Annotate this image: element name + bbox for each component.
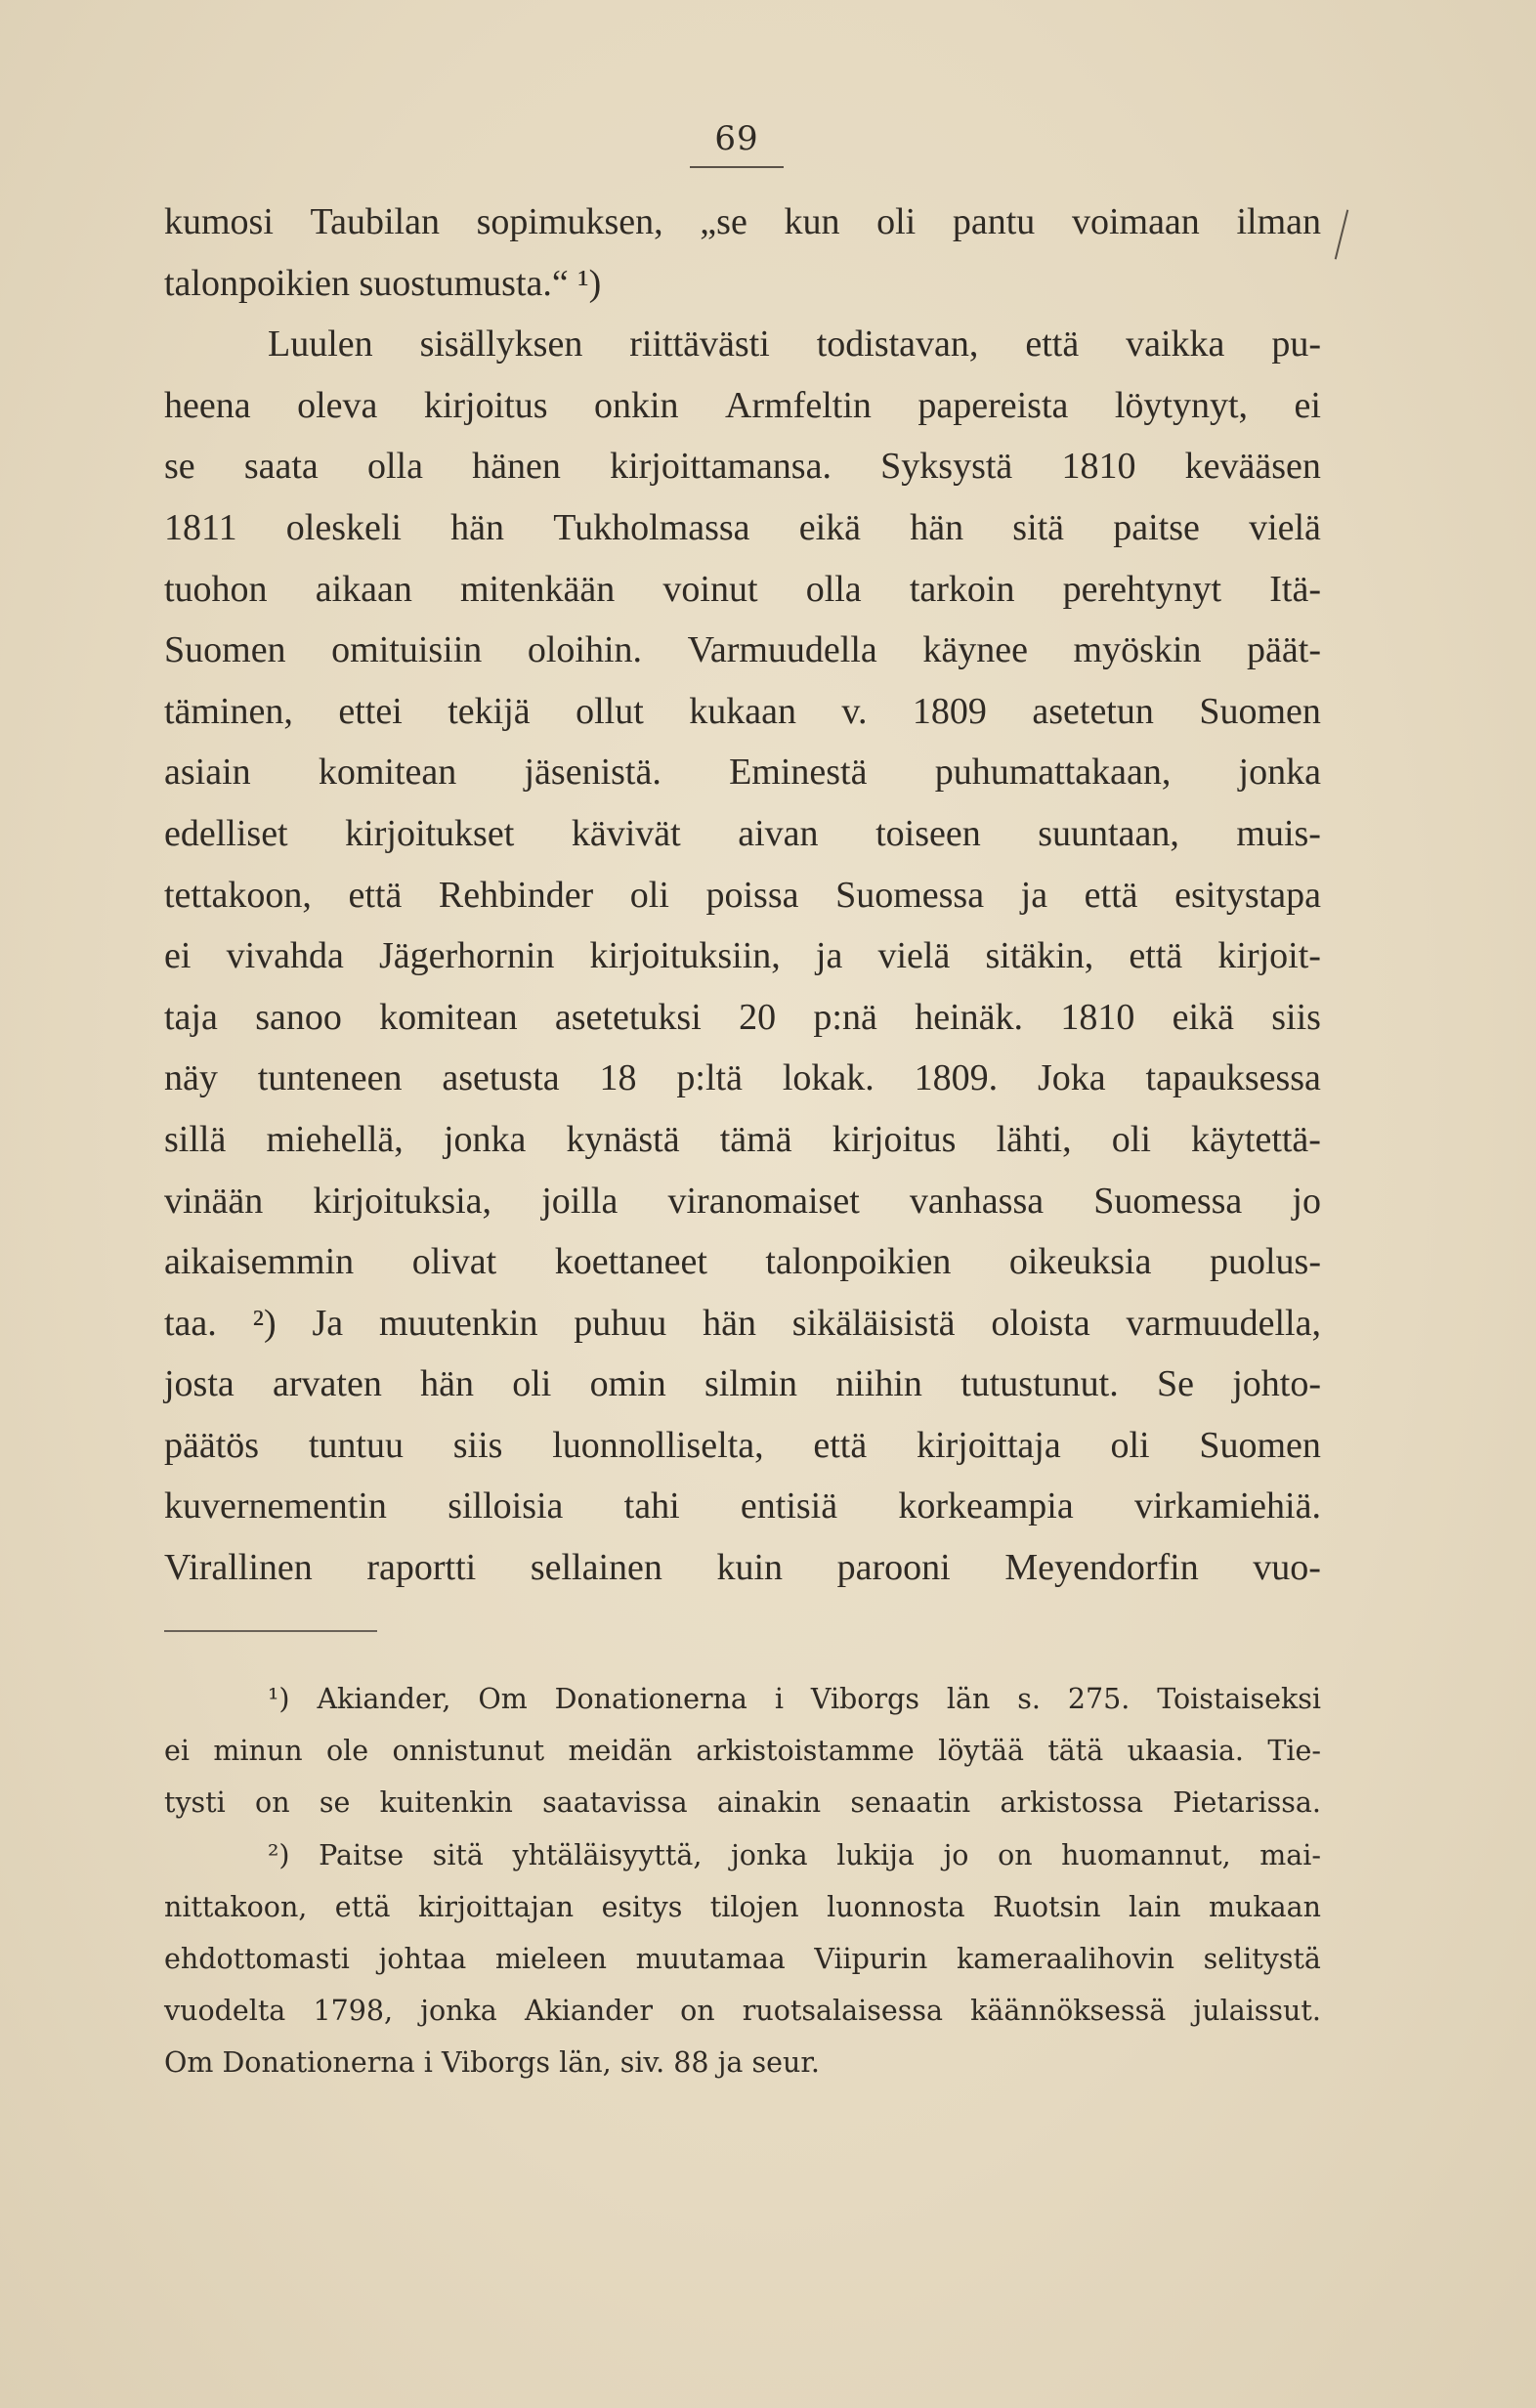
footnote-line: nittakoon, että kirjoittajan esitys tilojen luonnosta Ruotsin lain mukaan	[164, 1890, 1321, 1923]
text-line: taa. ²) Ja muutenkin puhuu hän sikäläisistä oloista varmuudella,	[164, 1302, 1321, 1344]
footnote-line: tysti on se kuitenkin saatavissa ainakin senaatin arkistossa Pietarissa.	[164, 1786, 1321, 1820]
text-line: se saata olla hänen kirjoittamansa. Syksystä 1810 kevääsen	[164, 446, 1321, 488]
page-number: 69	[690, 119, 784, 168]
footnote-line: Om Donationerna i Viborgs län, siv. 88 ja seur.	[164, 2046, 820, 2080]
text-line: kuvernementin silloisia tahi entisiä korkeampia virkamiehiä.	[164, 1485, 1321, 1527]
text-line: kumosi Taubilan sopimuksen, „se kun oli pantu voimaan ilman	[164, 201, 1321, 242]
footnote-line: vuodelta 1798, jonka Akiander on ruotsalaisessa käännöksessä julaissut.	[164, 1995, 1321, 2028]
text-line: talonpoikien suostumusta.“ ¹)	[164, 262, 602, 304]
text-line: 1811 oleskeli hän Tukholmassa eikä hän sitä paitse vielä	[164, 506, 1321, 548]
footnotes	[164, 1673, 1321, 2089]
footnote-line: ¹) Akiander, Om Donationerna i Viborgs län s. 275. Toistaiseksi	[268, 1683, 1321, 1715]
body-text	[164, 192, 1321, 1599]
text-line: Virallinen raportti sellainen kuin parooni Meyendorfin vuo-	[164, 1547, 1321, 1589]
text-line: Luulen sisällyksen riittävästi todistavan, että vaikka pu-	[268, 323, 1321, 366]
text-line: vinään kirjoituksia, joilla viranomaiset vanhassa Suomessa jo	[164, 1180, 1321, 1222]
footnote-line: ehdottomasti johtaa mieleen muutamaa Viipurin kameraalihovin selitystä	[164, 1942, 1321, 1975]
text-line: tettakoon, että Rehbinder oli poissa Suomessa ja että esitystapa	[164, 874, 1321, 916]
text-line: päätös tuntuu siis luonnolliselta, että kirjoittaja oli Suomen	[164, 1424, 1321, 1466]
text-line: heena oleva kirjoitus onkin Armfeltin papereista löytynyt, ei	[164, 384, 1321, 426]
text-line: josta arvaten hän oli omin silmin niihin tutustunut. Se johto-	[164, 1363, 1321, 1405]
text-line: täminen, ettei tekijä ollut kukaan v. 1809 asetetun Suomen	[164, 690, 1321, 732]
footnote-line: ei minun ole onnistunut meidän arkistoistamme löytää tätä ukaasia. Tie-	[164, 1735, 1321, 1768]
text-line: näy tunteneen asetusta 18 p:ltä lokak. 1809. Joka tapauksessa	[164, 1057, 1321, 1099]
text-line: Suomen omituisiin oloihin. Varmuudella käynee myöskin päät-	[164, 629, 1321, 671]
footnote-divider	[164, 1630, 377, 1632]
text-line: sillä miehellä, jonka kynästä tämä kirjoitus lähti, oli käytettä-	[164, 1118, 1321, 1160]
text-line: tuohon aikaan mitenkään voinut olla tarkoin perehtynyt Itä-	[164, 568, 1321, 610]
text-line: asiain komitean jäsenistä. Eminestä puhumattakaan, jonka	[164, 752, 1321, 794]
text-line: aikaisemmin olivat koettaneet talonpoikien oikeuksia puolus-	[164, 1241, 1321, 1283]
text-line: ei vivahda Jägerhornin kirjoituksiin, ja vielä sitäkin, että kirjoit-	[164, 935, 1321, 977]
footnote-line: ²) Paitse sitä yhtäläisyyttä, jonka lukija jo on huomannut, mai-	[268, 1838, 1321, 1871]
margin-pencil-mark	[1335, 210, 1349, 260]
text-line: edelliset kirjoitukset kävivät aivan toiseen suuntaan, muis-	[164, 812, 1321, 854]
text-line: taja sanoo komitean asetetuksi 20 p:nä heinäk. 1810 eikä siis	[164, 996, 1321, 1038]
